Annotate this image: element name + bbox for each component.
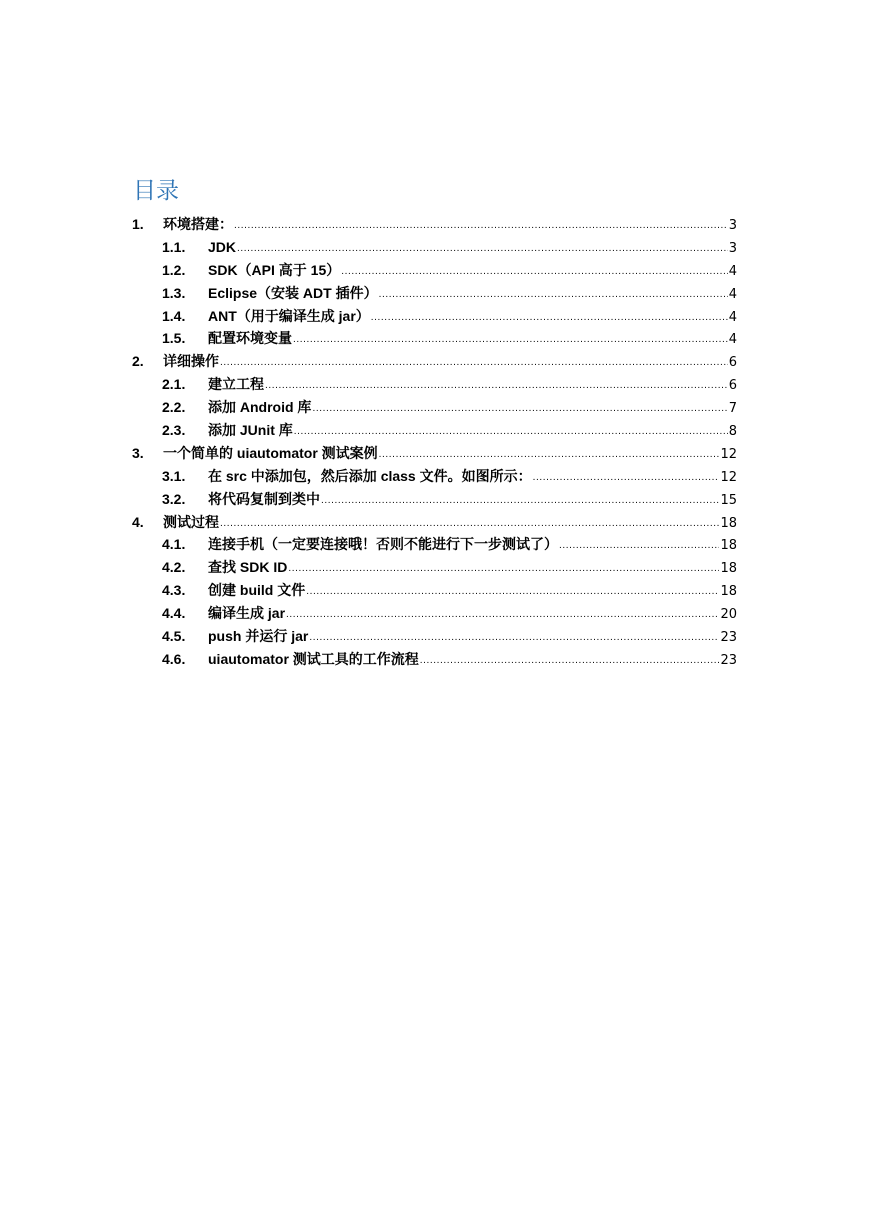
toc-entry-4-6[interactable]	[132, 648, 737, 671]
toc-entry-4-4[interactable]	[132, 602, 737, 625]
toc-entry-title: 建立工程	[208, 376, 264, 393]
toc-entry-number: 4.2.	[162, 559, 186, 576]
toc-entry-3-1[interactable]	[132, 465, 737, 488]
toc-entry-page: 18	[720, 515, 737, 531]
toc-entry-1-2[interactable]	[132, 259, 737, 282]
toc-entry-3-2[interactable]	[132, 488, 737, 511]
toc-entry-number: 1.	[132, 216, 144, 232]
dot-leader	[321, 490, 719, 513]
toc-entry-number: 2.	[132, 353, 144, 370]
toc-entry-page: 15	[720, 492, 737, 508]
toc-entry-1-4[interactable]	[132, 305, 737, 328]
dot-leader	[288, 558, 719, 581]
dot-leader	[379, 444, 720, 467]
toc-entry-page: 20	[720, 607, 737, 623]
toc-entry-title: JDK	[208, 238, 237, 255]
toc-entry-number: 2.3.	[162, 422, 186, 439]
toc-entry-number: 3.	[132, 444, 144, 461]
toc-entry-number: 4.4.	[162, 605, 186, 622]
toc-entry-title: 一个简单的 uiautomator 测试案例	[163, 444, 378, 461]
toc-entry-2-2[interactable]	[132, 396, 737, 419]
toc-entry-page: 18	[720, 561, 737, 577]
toc-entry-number: 1.1.	[162, 238, 186, 255]
toc-entry-1-1[interactable]	[132, 236, 737, 259]
dot-leader	[559, 535, 719, 558]
toc-entry-page: 6	[728, 355, 737, 371]
toc-entry-4-3[interactable]	[132, 579, 737, 602]
dot-leader	[286, 604, 719, 627]
dot-leader	[312, 398, 727, 421]
toc-entry-number: 1.4.	[162, 307, 186, 324]
toc-entry-title: SDK（API 高于 15）	[208, 261, 341, 278]
toc-entry-title: 详细操作	[163, 353, 219, 370]
toc-list	[132, 213, 737, 671]
dot-leader	[234, 215, 728, 238]
toc-entry-number: 1.2.	[162, 261, 186, 278]
toc-entry-page: 4	[728, 263, 737, 279]
toc-entry-title: Eclipse（安装 ADT 插件）	[208, 284, 378, 301]
toc-entry-title: 配置环境变量	[208, 330, 292, 347]
dot-leader	[220, 352, 728, 375]
dot-leader	[371, 307, 728, 330]
dot-leader	[306, 581, 719, 604]
toc-entry-number: 1.3.	[162, 284, 186, 301]
toc-entry-1-3[interactable]	[132, 282, 737, 305]
toc-entry-page: 6	[728, 378, 737, 394]
toc-entry-2-3[interactable]	[132, 419, 737, 442]
dot-leader	[293, 329, 728, 352]
toc-entry-title: 环境搭建：	[163, 216, 233, 232]
toc-entry-3[interactable]	[132, 442, 737, 465]
toc-entry-number: 4.3.	[162, 582, 186, 599]
toc-entry-page: 3	[728, 218, 737, 233]
dot-leader	[309, 627, 719, 650]
toc-entry-page: 23	[720, 630, 737, 646]
toc-entry-page: 4	[728, 332, 737, 348]
toc-entry-4-5[interactable]	[132, 625, 737, 648]
dot-leader	[294, 421, 728, 444]
toc-entry-page: 7	[728, 401, 737, 417]
toc-entry-title: 连接手机（一定要连接哦！否则不能进行下一步测试了）	[208, 536, 558, 553]
dot-leader	[220, 513, 719, 536]
toc-entry-page: 18	[720, 584, 737, 600]
toc-entry-4-1[interactable]	[132, 533, 737, 556]
toc-entry-title: 添加 JUnit 库	[208, 422, 293, 439]
toc-entry-number: 3.1.	[162, 467, 186, 484]
toc-entry-title: 创建 build 文件	[208, 582, 306, 599]
toc-heading: 目录	[133, 177, 179, 203]
dot-leader	[420, 650, 720, 673]
toc-entry-number: 4.6.	[162, 650, 186, 667]
toc-entry-page: 12	[720, 469, 737, 485]
toc-entry-title: 测试过程	[163, 513, 219, 530]
toc-entry-page: 18	[720, 538, 737, 554]
toc-entry-number: 4.	[132, 513, 144, 530]
toc-entry-title: 查找 SDK ID	[208, 559, 288, 576]
toc-entry-page: 4	[728, 286, 737, 302]
toc-entry-title: 在 src 中添加包，然后添加 class 文件。如图所示：	[208, 467, 532, 484]
toc-entry-page: 3	[728, 240, 737, 256]
toc-entry-title: 添加 Android 库	[208, 399, 312, 416]
dot-leader	[237, 238, 728, 261]
dot-leader	[265, 375, 728, 398]
toc-entry-4[interactable]	[132, 511, 737, 534]
toc-entry-number: 4.1.	[162, 536, 186, 553]
toc-entry-4-2[interactable]	[132, 556, 737, 579]
dot-leader	[379, 284, 728, 307]
toc-entry-number: 4.5.	[162, 628, 186, 645]
toc-entry-number: 1.5.	[162, 330, 186, 347]
toc-entry-page: 23	[720, 652, 737, 668]
toc-entry-title: uiautomator 测试工具的工作流程	[208, 650, 419, 667]
toc-entry-page: 8	[728, 424, 737, 440]
toc-entry-2-1[interactable]	[132, 373, 737, 396]
toc-entry-1-5[interactable]	[132, 327, 737, 350]
dot-leader	[533, 467, 720, 490]
toc-entry-page: 12	[720, 446, 737, 462]
toc-entry-title: push 并运行 jar	[208, 628, 309, 645]
toc-entry-page: 4	[728, 309, 737, 325]
toc-entry-number: 2.1.	[162, 376, 186, 393]
toc-entry-2[interactable]	[132, 350, 737, 373]
toc-entry-1[interactable]	[132, 213, 737, 236]
toc-entry-number: 3.2.	[162, 490, 186, 507]
toc-entry-title: ANT（用于编译生成 jar）	[208, 307, 370, 324]
dot-leader	[341, 261, 727, 284]
toc-entry-title: 编译生成 jar	[208, 605, 286, 622]
toc-entry-number: 2.2.	[162, 399, 186, 416]
toc-entry-title: 将代码复制到类中	[208, 490, 320, 507]
